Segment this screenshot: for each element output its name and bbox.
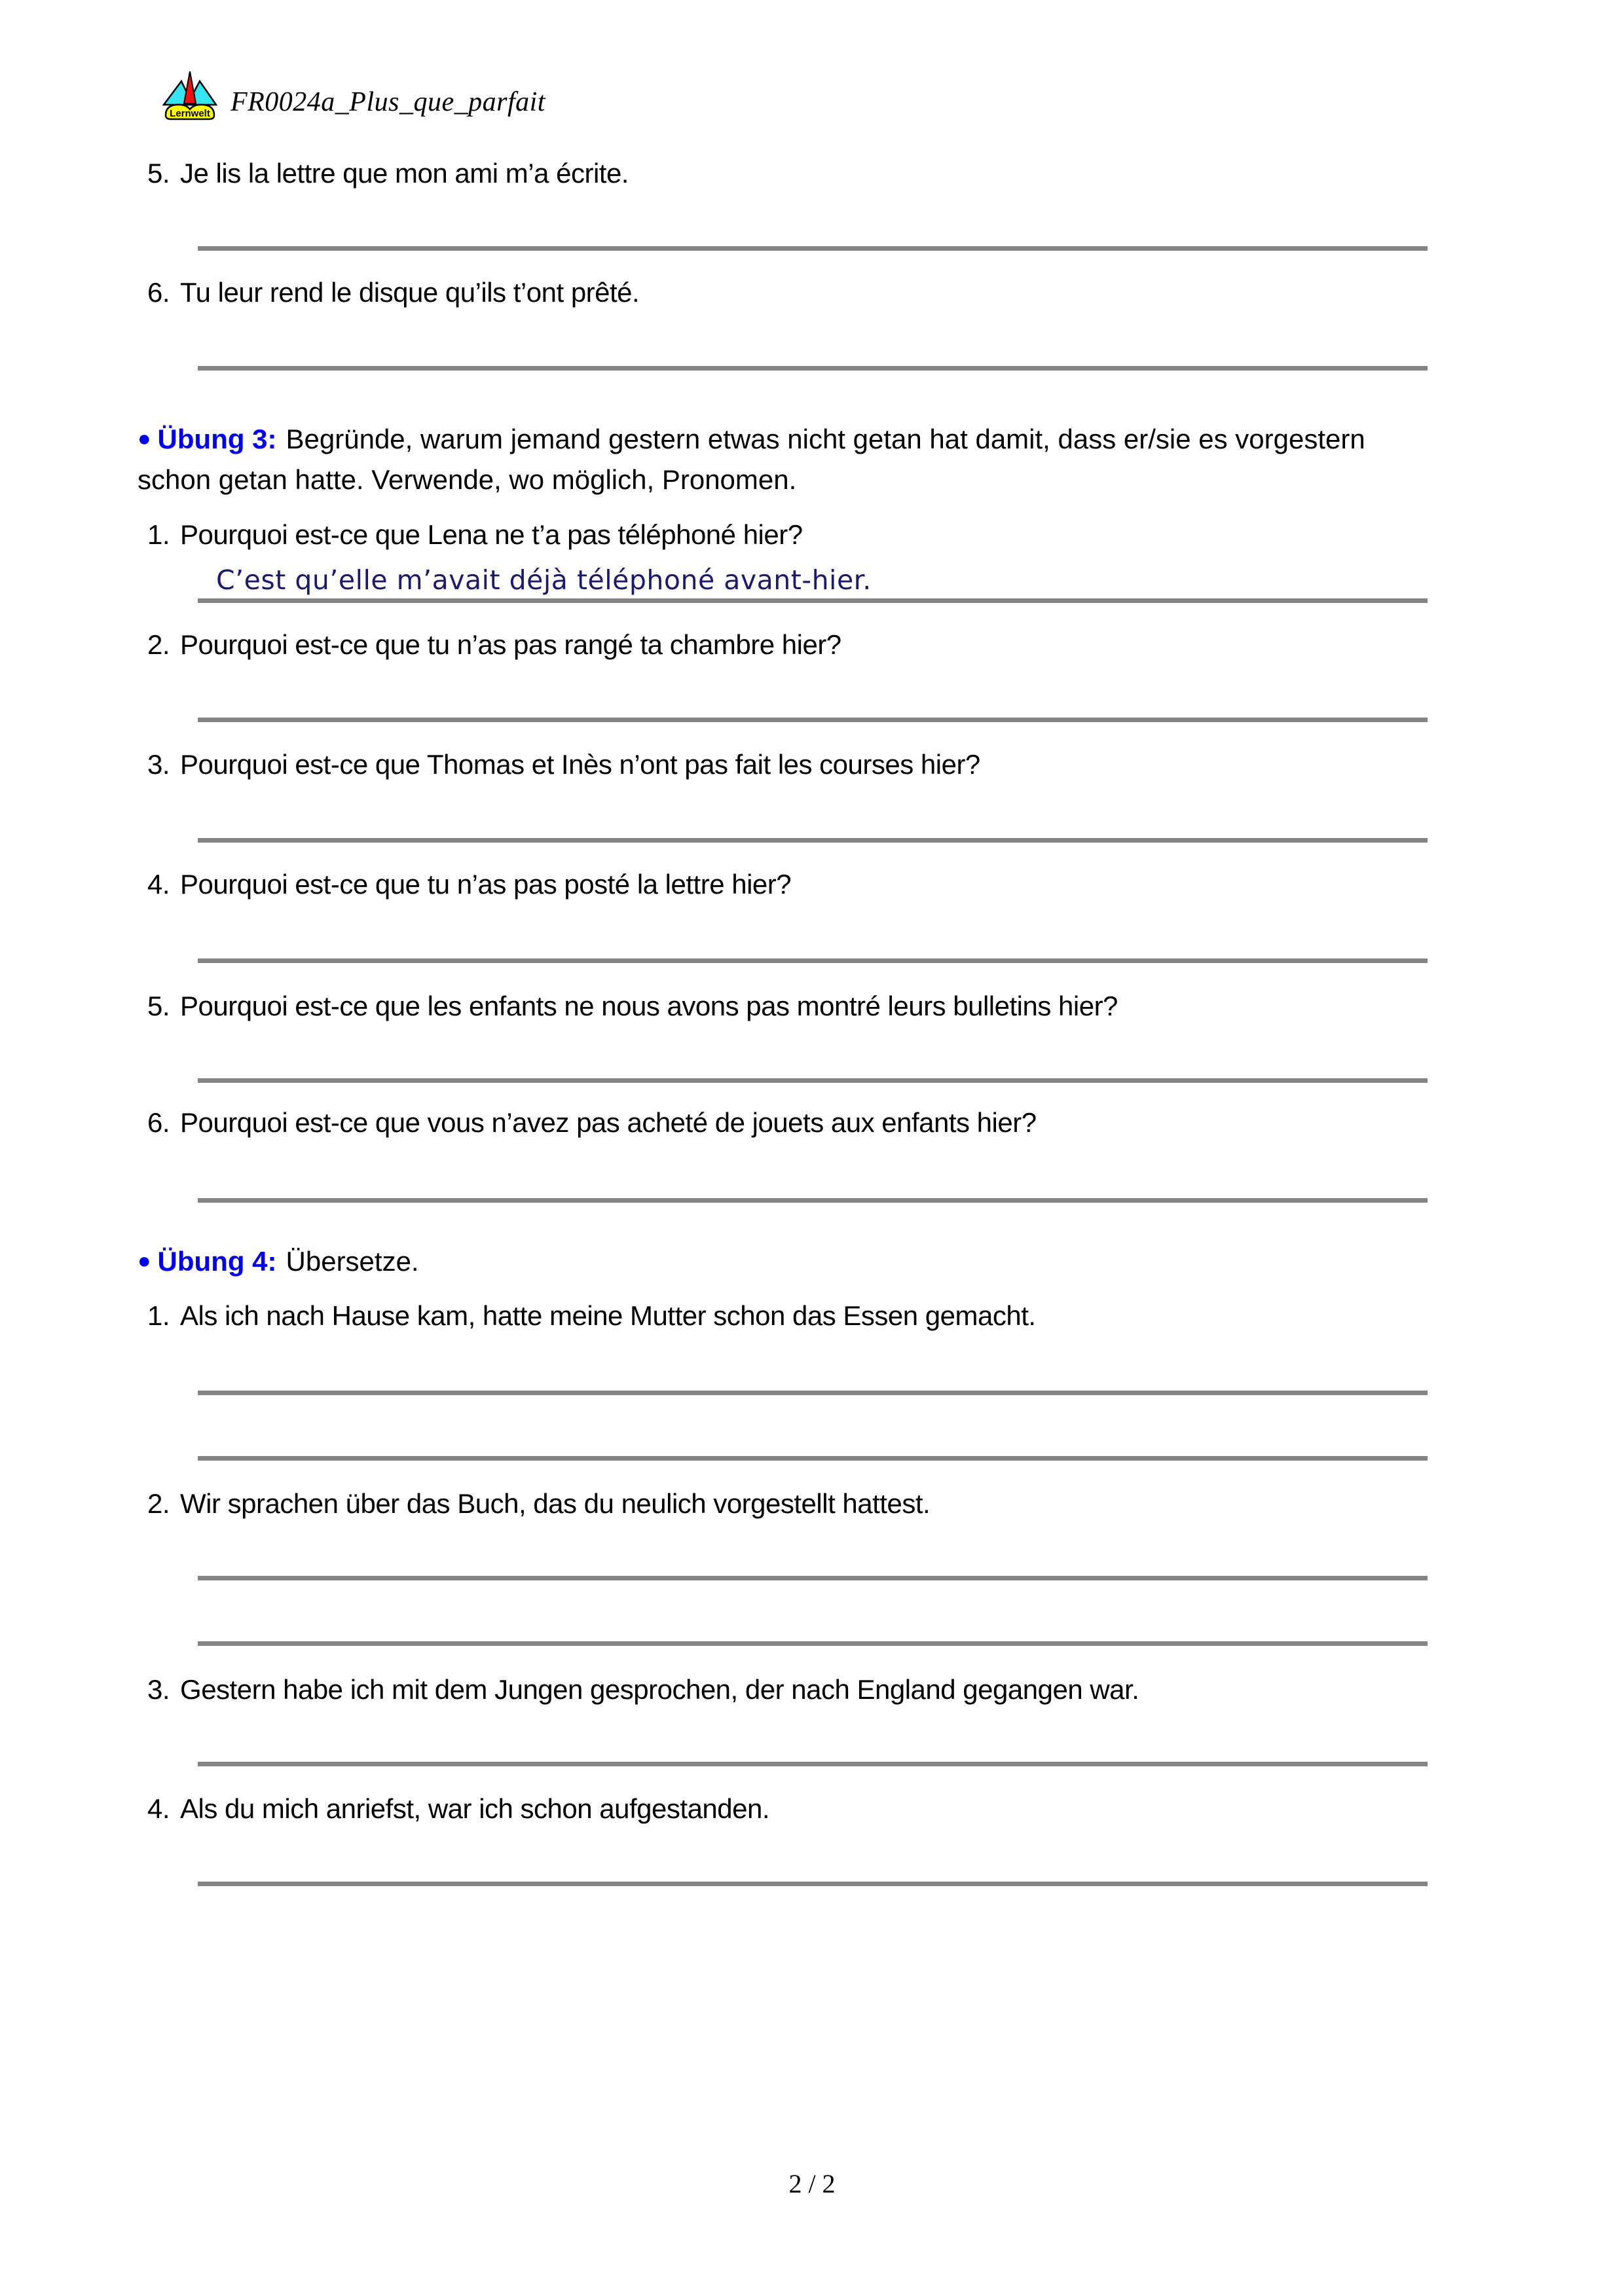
item-number: 1. bbox=[147, 1300, 170, 1331]
lernwelt-logo-icon bbox=[162, 69, 217, 120]
question-text: Pourquoi est-ce que les enfants ne nous avons pas montré leurs bulletins hier? bbox=[180, 991, 1118, 1021]
uebung3-label: Übung 3: bbox=[157, 424, 277, 454]
uebung3-item-3 bbox=[147, 748, 980, 781]
uebung3-item-6 bbox=[147, 1106, 1037, 1139]
uebung4-item-2 bbox=[147, 1487, 930, 1520]
item-number: 2. bbox=[147, 1488, 170, 1519]
uebung4-item-3 bbox=[147, 1673, 1139, 1706]
answer-line bbox=[198, 838, 1428, 843]
item-text: Je lis la lettre que mon ami m’a écrite. bbox=[180, 158, 629, 189]
uebung4-item-4 bbox=[147, 1793, 769, 1825]
uebung4-heading bbox=[138, 1241, 1369, 1282]
question-number: 3. bbox=[147, 749, 170, 780]
uebung3-item-2 bbox=[147, 629, 841, 661]
question-text: Pourquoi est-ce que Thomas et Inès n’ont pas fait les courses hier? bbox=[180, 749, 980, 780]
logo-label: Lernwelt bbox=[170, 108, 210, 119]
uebung4-item-1 bbox=[147, 1300, 1036, 1332]
bullet-icon: ● bbox=[138, 426, 151, 451]
question-number: 6. bbox=[147, 1107, 170, 1138]
uebung3-instruction: Begründe, warum jemand gestern etwas nicht getan hat damit, dass er/sie es vorgestern schon getan hatte. Verwende, wo möglich, Pronomen. bbox=[138, 424, 1365, 496]
page-footer bbox=[0, 2168, 1624, 2199]
sentence-text: Als ich nach Hause kam, hatte meine Mutter schon das Essen gemacht. bbox=[180, 1300, 1036, 1331]
answer-line bbox=[198, 1391, 1428, 1395]
sentence-text: Wir sprachen über das Buch, das du neulich vorgestellt hattest. bbox=[180, 1488, 931, 1519]
uebung3-heading bbox=[138, 419, 1369, 500]
document-title: FR0024a_Plus_que_parfait bbox=[231, 87, 545, 117]
question-number: 5. bbox=[147, 991, 170, 1021]
handwritten-answer: C’est qu’elle m’avait déjà téléphoné avant-hier. bbox=[216, 564, 872, 596]
answer-line bbox=[198, 366, 1428, 371]
logo-flame bbox=[184, 71, 196, 103]
answer-line bbox=[198, 1456, 1428, 1461]
question-text: Pourquoi est-ce que tu n’as pas rangé ta chambre hier? bbox=[180, 629, 841, 660]
question-number: 4. bbox=[147, 869, 170, 900]
prev-item-5 bbox=[147, 157, 629, 190]
answer-line bbox=[198, 1641, 1428, 1646]
uebung3-item-4 bbox=[147, 868, 791, 901]
answer-line bbox=[198, 1198, 1428, 1203]
answer-line bbox=[198, 1576, 1428, 1580]
question-text: Pourquoi est-ce que vous n’avez pas acheté de jouets aux enfants hier? bbox=[180, 1107, 1037, 1138]
item-number: 5. bbox=[147, 158, 170, 189]
answer-line bbox=[198, 958, 1428, 963]
sentence-text: Gestern habe ich mit dem Jungen gesprochen, der nach England gegangen war. bbox=[180, 1674, 1139, 1705]
answer-line bbox=[198, 1762, 1428, 1766]
question-text: Pourquoi est-ce que Lena ne t’a pas téléphoné hier? bbox=[180, 519, 803, 550]
page-number: 2 / 2 bbox=[788, 2169, 836, 2198]
bullet-icon: ● bbox=[138, 1248, 151, 1273]
question-number: 2. bbox=[147, 629, 170, 660]
uebung4-label: Übung 4: bbox=[157, 1246, 277, 1277]
item-number: 4. bbox=[147, 1793, 170, 1824]
answer-line bbox=[198, 718, 1428, 722]
answer-line bbox=[198, 1078, 1428, 1083]
item-number: 6. bbox=[147, 277, 170, 308]
sentence-text: Als du mich anriefst, war ich schon aufgestanden. bbox=[180, 1793, 770, 1824]
answer-line bbox=[198, 598, 1428, 603]
uebung3-item-1 bbox=[147, 519, 803, 551]
uebung3-item-5 bbox=[147, 990, 1118, 1023]
item-number: 3. bbox=[147, 1674, 170, 1705]
question-number: 1. bbox=[147, 519, 170, 550]
answer-line bbox=[198, 1882, 1428, 1886]
answer-line bbox=[198, 246, 1428, 251]
item-text: Tu leur rend le disque qu’ils t’ont prêté. bbox=[180, 277, 640, 308]
uebung4-instruction: Übersetze. bbox=[286, 1246, 419, 1277]
question-text: Pourquoi est-ce que tu n’as pas posté la lettre hier? bbox=[180, 869, 792, 900]
prev-item-6 bbox=[147, 276, 639, 309]
